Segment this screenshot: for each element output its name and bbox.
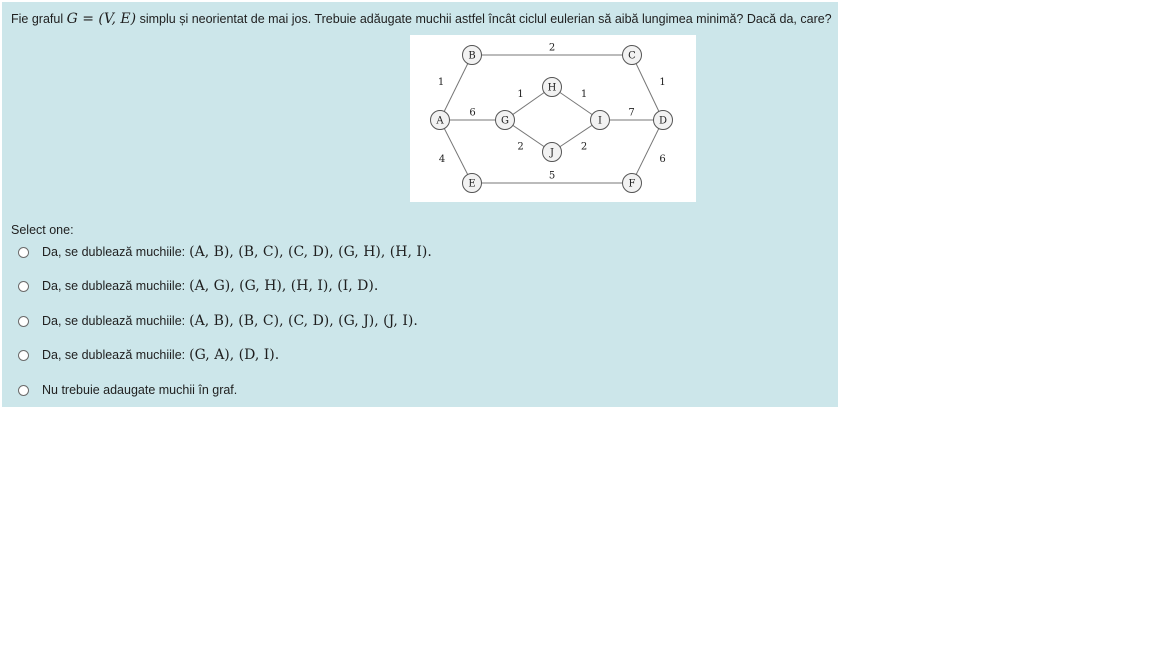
question-card bbox=[2, 2, 838, 407]
option-3[interactable] bbox=[18, 311, 418, 331]
node-label-h: H bbox=[547, 82, 557, 94]
edge-weight-e-f: 5 bbox=[548, 170, 556, 182]
option-5-text: Nu trebuie adaugate muchii în graf. bbox=[42, 383, 238, 397]
option-2[interactable] bbox=[18, 276, 378, 296]
node-label-j: J bbox=[549, 147, 555, 159]
radio-option-4[interactable] bbox=[18, 350, 29, 361]
option-3-text: Da, se dublează muchiile: bbox=[42, 314, 186, 328]
edge-weight-g-h: 1 bbox=[517, 89, 524, 100]
select-one-label: Select one: bbox=[11, 223, 74, 237]
question-text bbox=[11, 11, 832, 27]
edge-weight-h-i: 1 bbox=[580, 89, 588, 100]
node-label-a: A bbox=[436, 115, 444, 127]
option-1-math: (A, B), (B, C), (C, D), (G, H), (H, I). bbox=[189, 244, 432, 260]
question-text-before: Fie graful bbox=[11, 12, 67, 26]
option-4-math: (G, A), (D, I). bbox=[189, 347, 280, 363]
node-label-e: E bbox=[468, 178, 476, 190]
option-4-text: Da, se dublează muchiile: bbox=[42, 348, 186, 362]
node-c bbox=[623, 46, 642, 65]
option-4[interactable] bbox=[18, 345, 279, 365]
option-1-text: Da, se dublează muchiile: bbox=[42, 245, 186, 259]
node-e bbox=[463, 174, 482, 193]
question-text-after: simplu și neorientat de mai jos. Trebuie adăugate muchii astfel încât ciclul eulerian să aibă lungimea minimă? Dacă da, care? bbox=[136, 12, 832, 26]
edge-weight-g-j: 2 bbox=[517, 141, 524, 153]
graph-svg bbox=[410, 35, 696, 202]
edge-weight-j-i: 2 bbox=[580, 141, 588, 153]
edge-weight-a-b: 1 bbox=[437, 77, 445, 88]
radio-option-2[interactable] bbox=[18, 281, 29, 292]
node-label-i: I bbox=[598, 115, 602, 127]
edge-weight-a-g: 6 bbox=[469, 107, 476, 119]
radio-option-3[interactable] bbox=[18, 316, 29, 327]
edge-weight-b-c: 2 bbox=[548, 42, 556, 54]
option-5[interactable] bbox=[18, 380, 241, 400]
edge-weight-i-d: 7 bbox=[628, 107, 635, 119]
edge-d-f bbox=[632, 120, 666, 183]
node-h bbox=[543, 78, 562, 97]
node-i bbox=[591, 111, 610, 130]
graph-figure bbox=[410, 35, 696, 202]
edge-a-e bbox=[440, 120, 472, 183]
radio-option-1[interactable] bbox=[18, 247, 29, 258]
node-label-g: G bbox=[501, 115, 509, 127]
edge-a-b bbox=[437, 55, 472, 120]
node-label-f: F bbox=[628, 178, 636, 190]
edge-weight-c-d: 1 bbox=[659, 77, 666, 88]
radio-option-5[interactable] bbox=[18, 385, 29, 396]
question-math bbox=[67, 11, 137, 27]
node-f bbox=[623, 174, 642, 193]
option-2-text: Da, se dublează muchiile: bbox=[42, 279, 186, 293]
node-b bbox=[463, 46, 482, 65]
node-j bbox=[543, 143, 562, 162]
node-label-d: D bbox=[658, 115, 668, 127]
edge-weight-a-e: 4 bbox=[438, 154, 446, 165]
option-3-math: (A, B), (B, C), (C, D), (G, J), (J, I). bbox=[189, 313, 418, 329]
node-g bbox=[496, 111, 515, 130]
option-2-math: (A, G), (G, H), (H, I), (I, D). bbox=[189, 278, 379, 294]
edge-weight-d-f: 6 bbox=[659, 154, 666, 165]
question-math-expr: G = (V, E) bbox=[66, 11, 137, 27]
node-d bbox=[654, 111, 673, 130]
node-label-c: C bbox=[628, 50, 636, 62]
node-label-b: B bbox=[468, 50, 476, 62]
option-1[interactable] bbox=[18, 242, 432, 262]
node-a bbox=[431, 111, 450, 130]
